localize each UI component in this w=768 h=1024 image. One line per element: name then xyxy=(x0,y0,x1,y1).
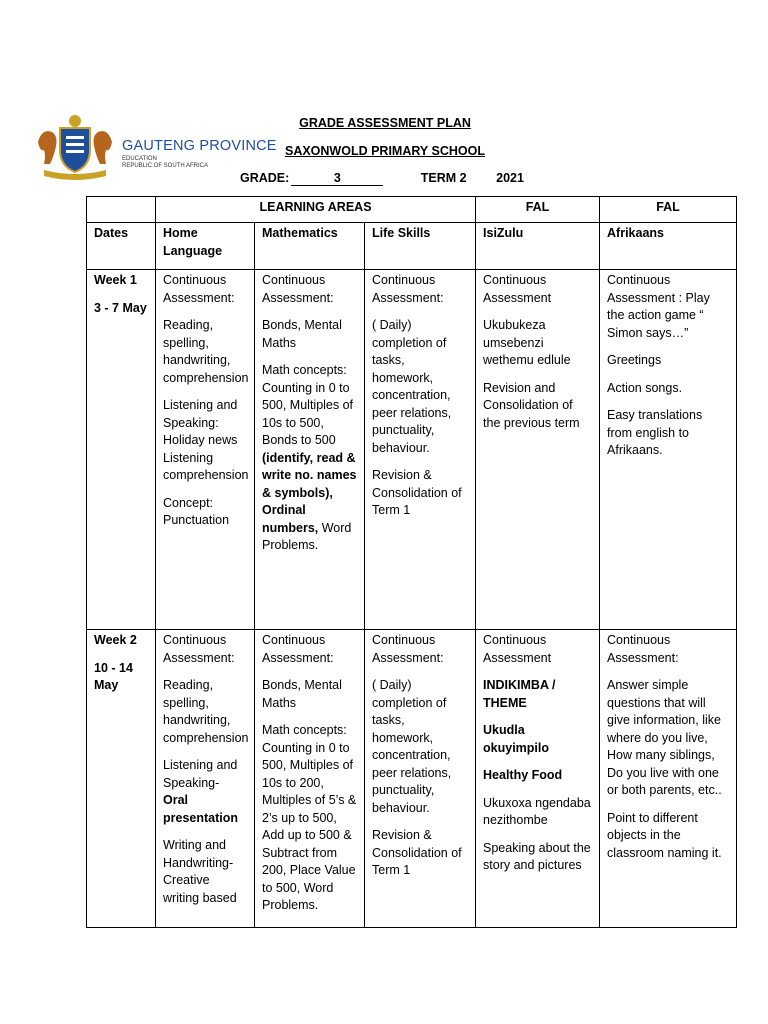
year-label: 2021 xyxy=(496,171,524,185)
logo-line-republic: REPUBLIC OF SOUTH AFRICA xyxy=(122,163,209,169)
cell-paragraph: Revision & Consolidation of Term 1 xyxy=(372,468,462,517)
week-dates: 10 - 14 May xyxy=(94,660,133,692)
cell-paragraph: Math concepts: Counting in 0 to 500, Multiples of 10s to 200, Multiples of 5’s & 2’s up to 500, Add up to 500 & Subtract from 200, Place Value to 500, Word Problems. xyxy=(262,723,357,912)
week-cell xyxy=(87,630,156,928)
cell-paragraph: Speaking about the story and pictures xyxy=(483,840,591,872)
text-normal: Word Problems. xyxy=(262,520,352,552)
group-header-row xyxy=(87,197,737,223)
cell-paragraph: Ukuxoxa ngendaba nezithombe xyxy=(483,795,591,827)
week-cell xyxy=(87,270,156,630)
col-isizulu: IsiZulu xyxy=(476,223,600,270)
mathematics-cell xyxy=(255,630,365,928)
text-bold: Oral presentation xyxy=(163,793,239,825)
cell-paragraph: Healthy Food xyxy=(483,768,563,782)
cell-paragraph: Continuous Assessment: xyxy=(607,633,679,665)
col-afrikaans: Afrikaans xyxy=(600,223,737,270)
grade-term-line xyxy=(240,171,524,186)
afrikaans-cell xyxy=(600,630,737,928)
home-language-cell xyxy=(156,270,255,630)
col-dates: Dates xyxy=(87,223,156,270)
column-header-row xyxy=(87,223,737,270)
cell-paragraph: Ukubukeza umsebenzi wethemu edlule xyxy=(483,318,571,367)
cell-paragraph: Action songs. xyxy=(607,380,683,395)
life-skills-cell xyxy=(365,270,476,630)
grade-label: GRADE: xyxy=(240,171,290,185)
cell-paragraph: Writing and Handwriting- Creative writing based xyxy=(163,838,237,905)
assessment-table xyxy=(86,196,737,928)
cell-paragraph: ( Daily) completion of tasks, homework, concentration, peer relations, punctuality, behaviour. xyxy=(372,678,452,815)
isizulu-cell xyxy=(476,270,600,630)
cell-paragraph: Continuous Assessment: xyxy=(372,633,444,665)
table-row xyxy=(87,270,737,630)
text-bold: (identify, read & write no. names & symbols), Ordinal numbers, xyxy=(262,450,357,535)
col-life-skills: Life Skills xyxy=(365,223,476,270)
cell-paragraph: Reading, spelling, handwriting, comprehension xyxy=(163,318,249,385)
logo-wordmark: GAUTENG PROVINCE xyxy=(122,138,277,154)
cell-paragraph: Continuous Assessment xyxy=(483,273,552,305)
header-blank-cell xyxy=(87,197,156,223)
cell-paragraph: Continuous Assessment: xyxy=(262,633,334,665)
cell-paragraph: Continuous Assessment: xyxy=(262,273,334,305)
logo-line-education: EDUCATION xyxy=(122,156,157,162)
cell-paragraph xyxy=(163,757,247,827)
cell-paragraph: Continuous Assessment xyxy=(483,633,552,665)
col-home-language: Home Language xyxy=(156,223,255,270)
cell-paragraph: Bonds, Mental Maths xyxy=(262,318,342,350)
cell-paragraph: Reading, spelling, handwriting, comprehension xyxy=(163,678,249,745)
cell-paragraph: Bonds, Mental Maths xyxy=(262,678,342,710)
cell-paragraph: Continuous Assessment: xyxy=(163,633,235,665)
grade-value: 3 xyxy=(291,171,383,186)
mathematics-cell xyxy=(255,270,365,630)
school-name: SAXONWOLD PRIMARY SCHOOL xyxy=(284,144,485,158)
cell-paragraph: Continuous Assessment : Play the action game “ Simon says…” xyxy=(607,273,710,340)
cell-paragraph: Continuous Assessment: xyxy=(163,273,235,305)
cell-paragraph: INDIKIMBA / THEME xyxy=(483,678,556,710)
table-row xyxy=(87,630,737,928)
cell-paragraph: ( Daily) completion of tasks, homework, concentration, peer relations, punctuality, behaviour. xyxy=(372,318,452,455)
col-mathematics: Mathematics xyxy=(255,223,365,270)
afrikaans-cell xyxy=(600,270,737,630)
header-fal-1: FAL xyxy=(476,197,600,223)
cell-paragraph: Concept: Punctuation xyxy=(163,495,230,527)
text-normal: Math concepts: Counting in 0 to 500, Multiples of 10s to 500, Bonds to 500 xyxy=(262,363,354,447)
document-title: GRADE ASSESSMENT PLAN xyxy=(299,116,471,130)
cell-paragraph: Easy translations from english to Afrikaans. xyxy=(607,408,703,457)
cell-paragraph: Continuous Assessment: xyxy=(372,273,444,305)
header-fal-2: FAL xyxy=(600,197,737,223)
cell-paragraph: Listening and Speaking: Holiday news Listening comprehension xyxy=(163,398,249,482)
cell-paragraph: Ukudla okuyimpilo xyxy=(483,723,549,755)
term-label: TERM 2 xyxy=(420,171,467,185)
week-label: Week 2 xyxy=(94,633,137,647)
header-learning-areas: LEARNING AREAS xyxy=(156,197,476,223)
cell-paragraph: Answer simple questions that will give information, like where do you live, How many siblings, Do you live with one or both parents, etc.. xyxy=(607,678,722,797)
cell-paragraph xyxy=(262,362,357,555)
cell-paragraph: Point to different objects in the classroom naming it. xyxy=(607,810,722,860)
life-skills-cell xyxy=(365,630,476,928)
week-label: Week 1 xyxy=(94,273,137,287)
cell-paragraph: Revision and Consolidation of the previous term xyxy=(483,380,580,430)
home-language-cell xyxy=(156,630,255,928)
text-normal: Listening and Speaking- xyxy=(163,758,238,790)
cell-paragraph: Greetings xyxy=(607,353,662,367)
isizulu-cell xyxy=(476,630,600,928)
cell-paragraph: Revision & Consolidation of Term 1 xyxy=(372,828,462,877)
week-dates: 3 - 7 May xyxy=(94,300,147,315)
